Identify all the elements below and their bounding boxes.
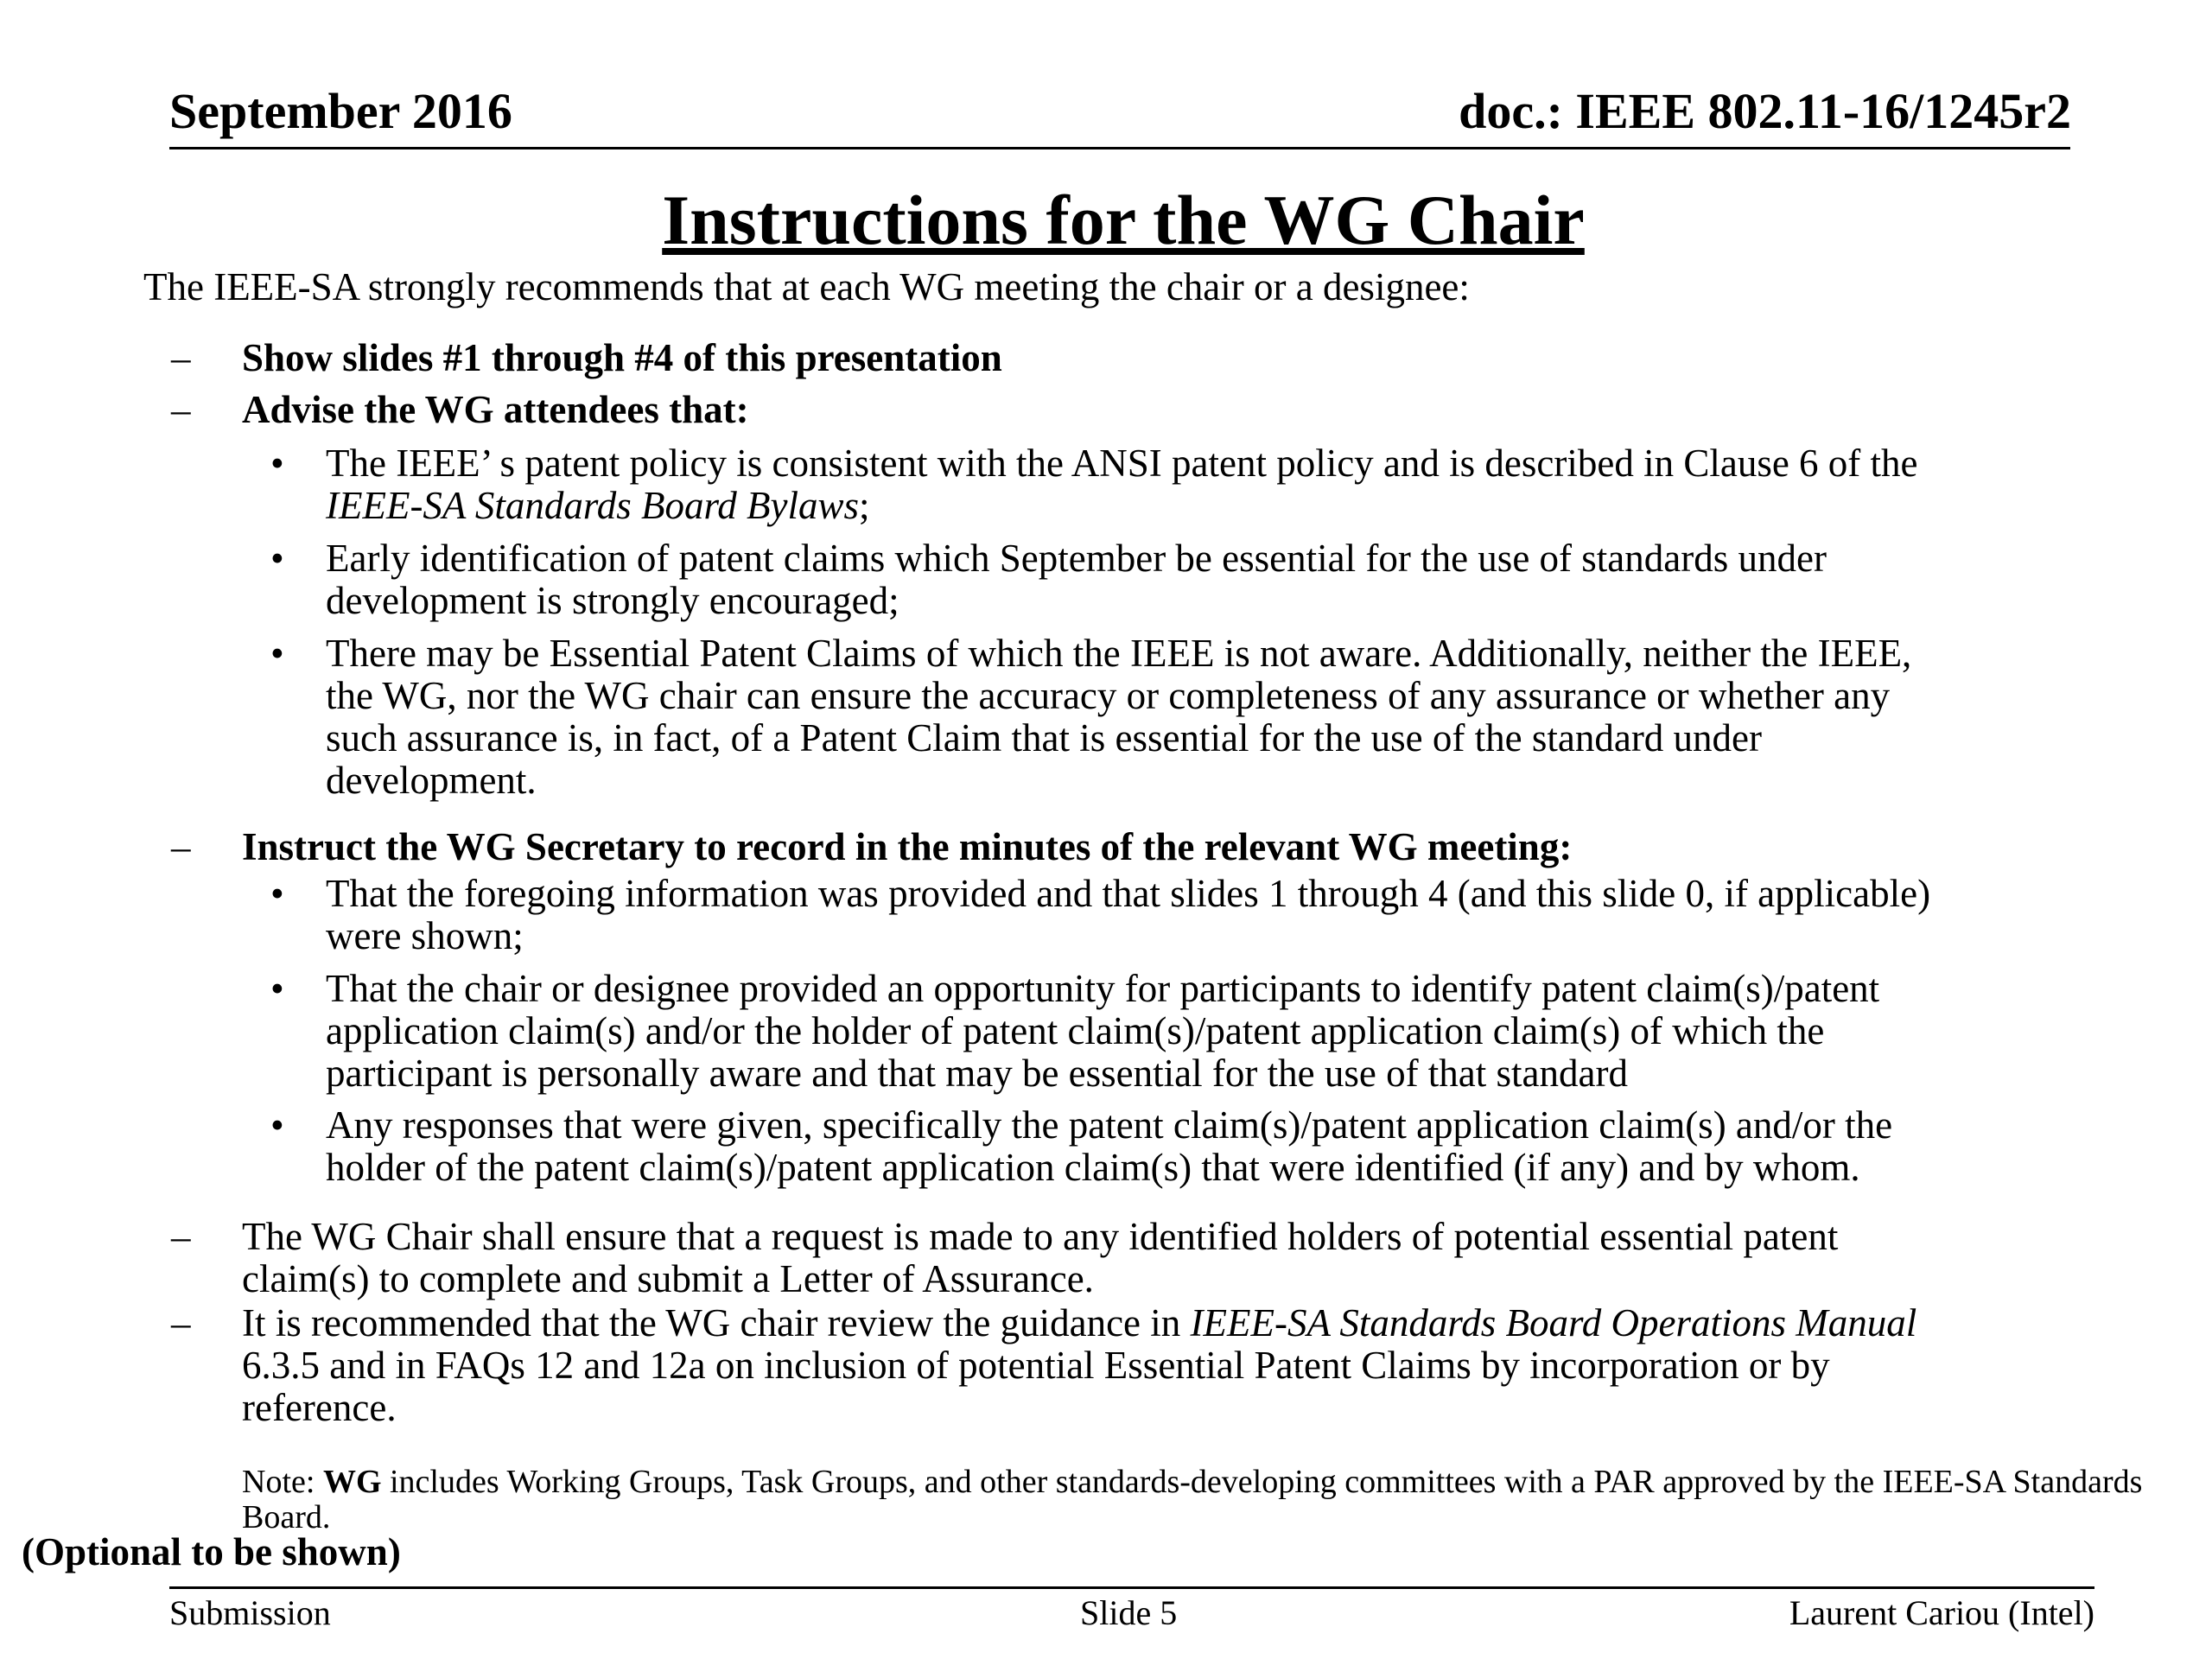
- item-instruct: Instruct the WG Secretary to record in the minutes of the relevant WG meeting:: [242, 825, 1573, 868]
- footer-submission: Submission: [169, 1593, 331, 1632]
- advise-bullet-2-line-1: Early identification of patent claims which September be essential for the use of standards under: [326, 537, 1827, 580]
- advise-bullet-3-line-4: development.: [326, 759, 537, 802]
- advise-bullet-2-line-2: development is strongly encouraged;: [326, 579, 899, 622]
- instruct-bullet-3-line-2: holder of the patent claim(s)/patent application claim(s) that were identified (if any) and by whom.: [326, 1146, 1860, 1189]
- bullet-marker: •: [270, 967, 284, 1010]
- advise-bullet-1-line-2: IEEE-SA Standards Board Bylaws;: [326, 484, 870, 527]
- note-text: Note: WG includes Working Groups, Task Groups, and other standards-developing committees with a PAR approved by the IEEE-SA Standards Board.: [242, 1464, 2143, 1535]
- bullet-marker: •: [270, 632, 284, 675]
- item-advise: Advise the WG attendees that:: [242, 388, 749, 431]
- slide-title: Instructions for the WG Chair: [662, 181, 1585, 259]
- dash-marker: –: [171, 825, 191, 868]
- bullet-marker: •: [270, 442, 284, 485]
- advise-bullet-3-line-3: such assurance is, in fact, of a Patent Claim that is essential for the use of the standard under: [326, 716, 1763, 760]
- dash-marker: –: [171, 336, 191, 379]
- instruct-bullet-2-line-1: That the chair or designee provided an opportunity for participants to identify patent claim(s)/patent: [326, 967, 1880, 1010]
- dash-marker: –: [171, 1301, 191, 1344]
- instruct-bullet-2-line-2: application claim(s) and/or the holder of patent claim(s)/patent application claim(s) of which the: [326, 1009, 1825, 1052]
- bullet-marker: •: [270, 872, 284, 915]
- instruct-bullet-1-line-2: were shown;: [326, 914, 524, 957]
- item-ensure-line-2: claim(s) to complete and submit a Letter of Assurance.: [242, 1257, 1094, 1300]
- instruct-bullet-2-line-3: participant is personally aware and that may be essential for the use of that standard: [326, 1052, 1628, 1095]
- advise-bullet-1-line-1: The IEEE’ s patent policy is consistent with the ANSI patent policy and is described in Clause 6 of the: [326, 442, 1918, 485]
- optional-label: (Optional to be shown): [22, 1530, 401, 1573]
- bullet-marker: •: [270, 537, 284, 580]
- advise-bullet-3-line-1: There may be Essential Patent Claims of which the IEEE is not aware. Additionally, neither the IEEE,: [326, 632, 1912, 675]
- instruct-bullet-1-line-1: That the foregoing information was provided and that slides 1 through 4 (and this slide 0, if applicable): [326, 872, 1931, 915]
- footer-rule: [169, 1586, 2094, 1589]
- advise-bullet-3-line-2: the WG, nor the WG chair can ensure the accuracy or completeness of any assurance or whether any: [326, 674, 1891, 717]
- item-show-slides: Show slides #1 through #4 of this presentation: [242, 336, 1002, 379]
- item-recommend-line-3: reference.: [242, 1386, 397, 1429]
- dash-marker: –: [171, 1215, 191, 1258]
- instruct-bullet-3-line-1: Any responses that were given, specifically the patent claim(s)/patent application claim(s) and/or the: [326, 1103, 1893, 1147]
- intro-text: The IEEE-SA strongly recommends that at each WG meeting the chair or a designee:: [143, 265, 1470, 308]
- header-rule: [169, 147, 2070, 149]
- footer-author: Laurent Cariou (Intel): [1789, 1593, 2094, 1632]
- header-doc-id: doc.: IEEE 802.11-16/1245r2: [1459, 83, 2071, 139]
- bullet-marker: •: [270, 1103, 284, 1147]
- item-recommend-line-1: It is recommended that the WG chair review the guidance in IEEE-SA Standards Board Operations Manual: [242, 1301, 1917, 1344]
- footer-slide-number: Slide 5: [1080, 1593, 1178, 1632]
- item-ensure-line-1: The WG Chair shall ensure that a request is made to any identified holders of potential essential patent: [242, 1215, 1839, 1258]
- operations-manual-title: IEEE-SA Standards Board Operations Manual: [1190, 1301, 1917, 1344]
- bylaws-title: IEEE-SA Standards Board Bylaws: [326, 484, 860, 527]
- header-date: September 2016: [169, 83, 512, 139]
- item-recommend-line-2: 6.3.5 and in FAQs 12 and 12a on inclusion of potential Essential Patent Claims by incorporation or by: [242, 1344, 1830, 1387]
- dash-marker: –: [171, 388, 191, 431]
